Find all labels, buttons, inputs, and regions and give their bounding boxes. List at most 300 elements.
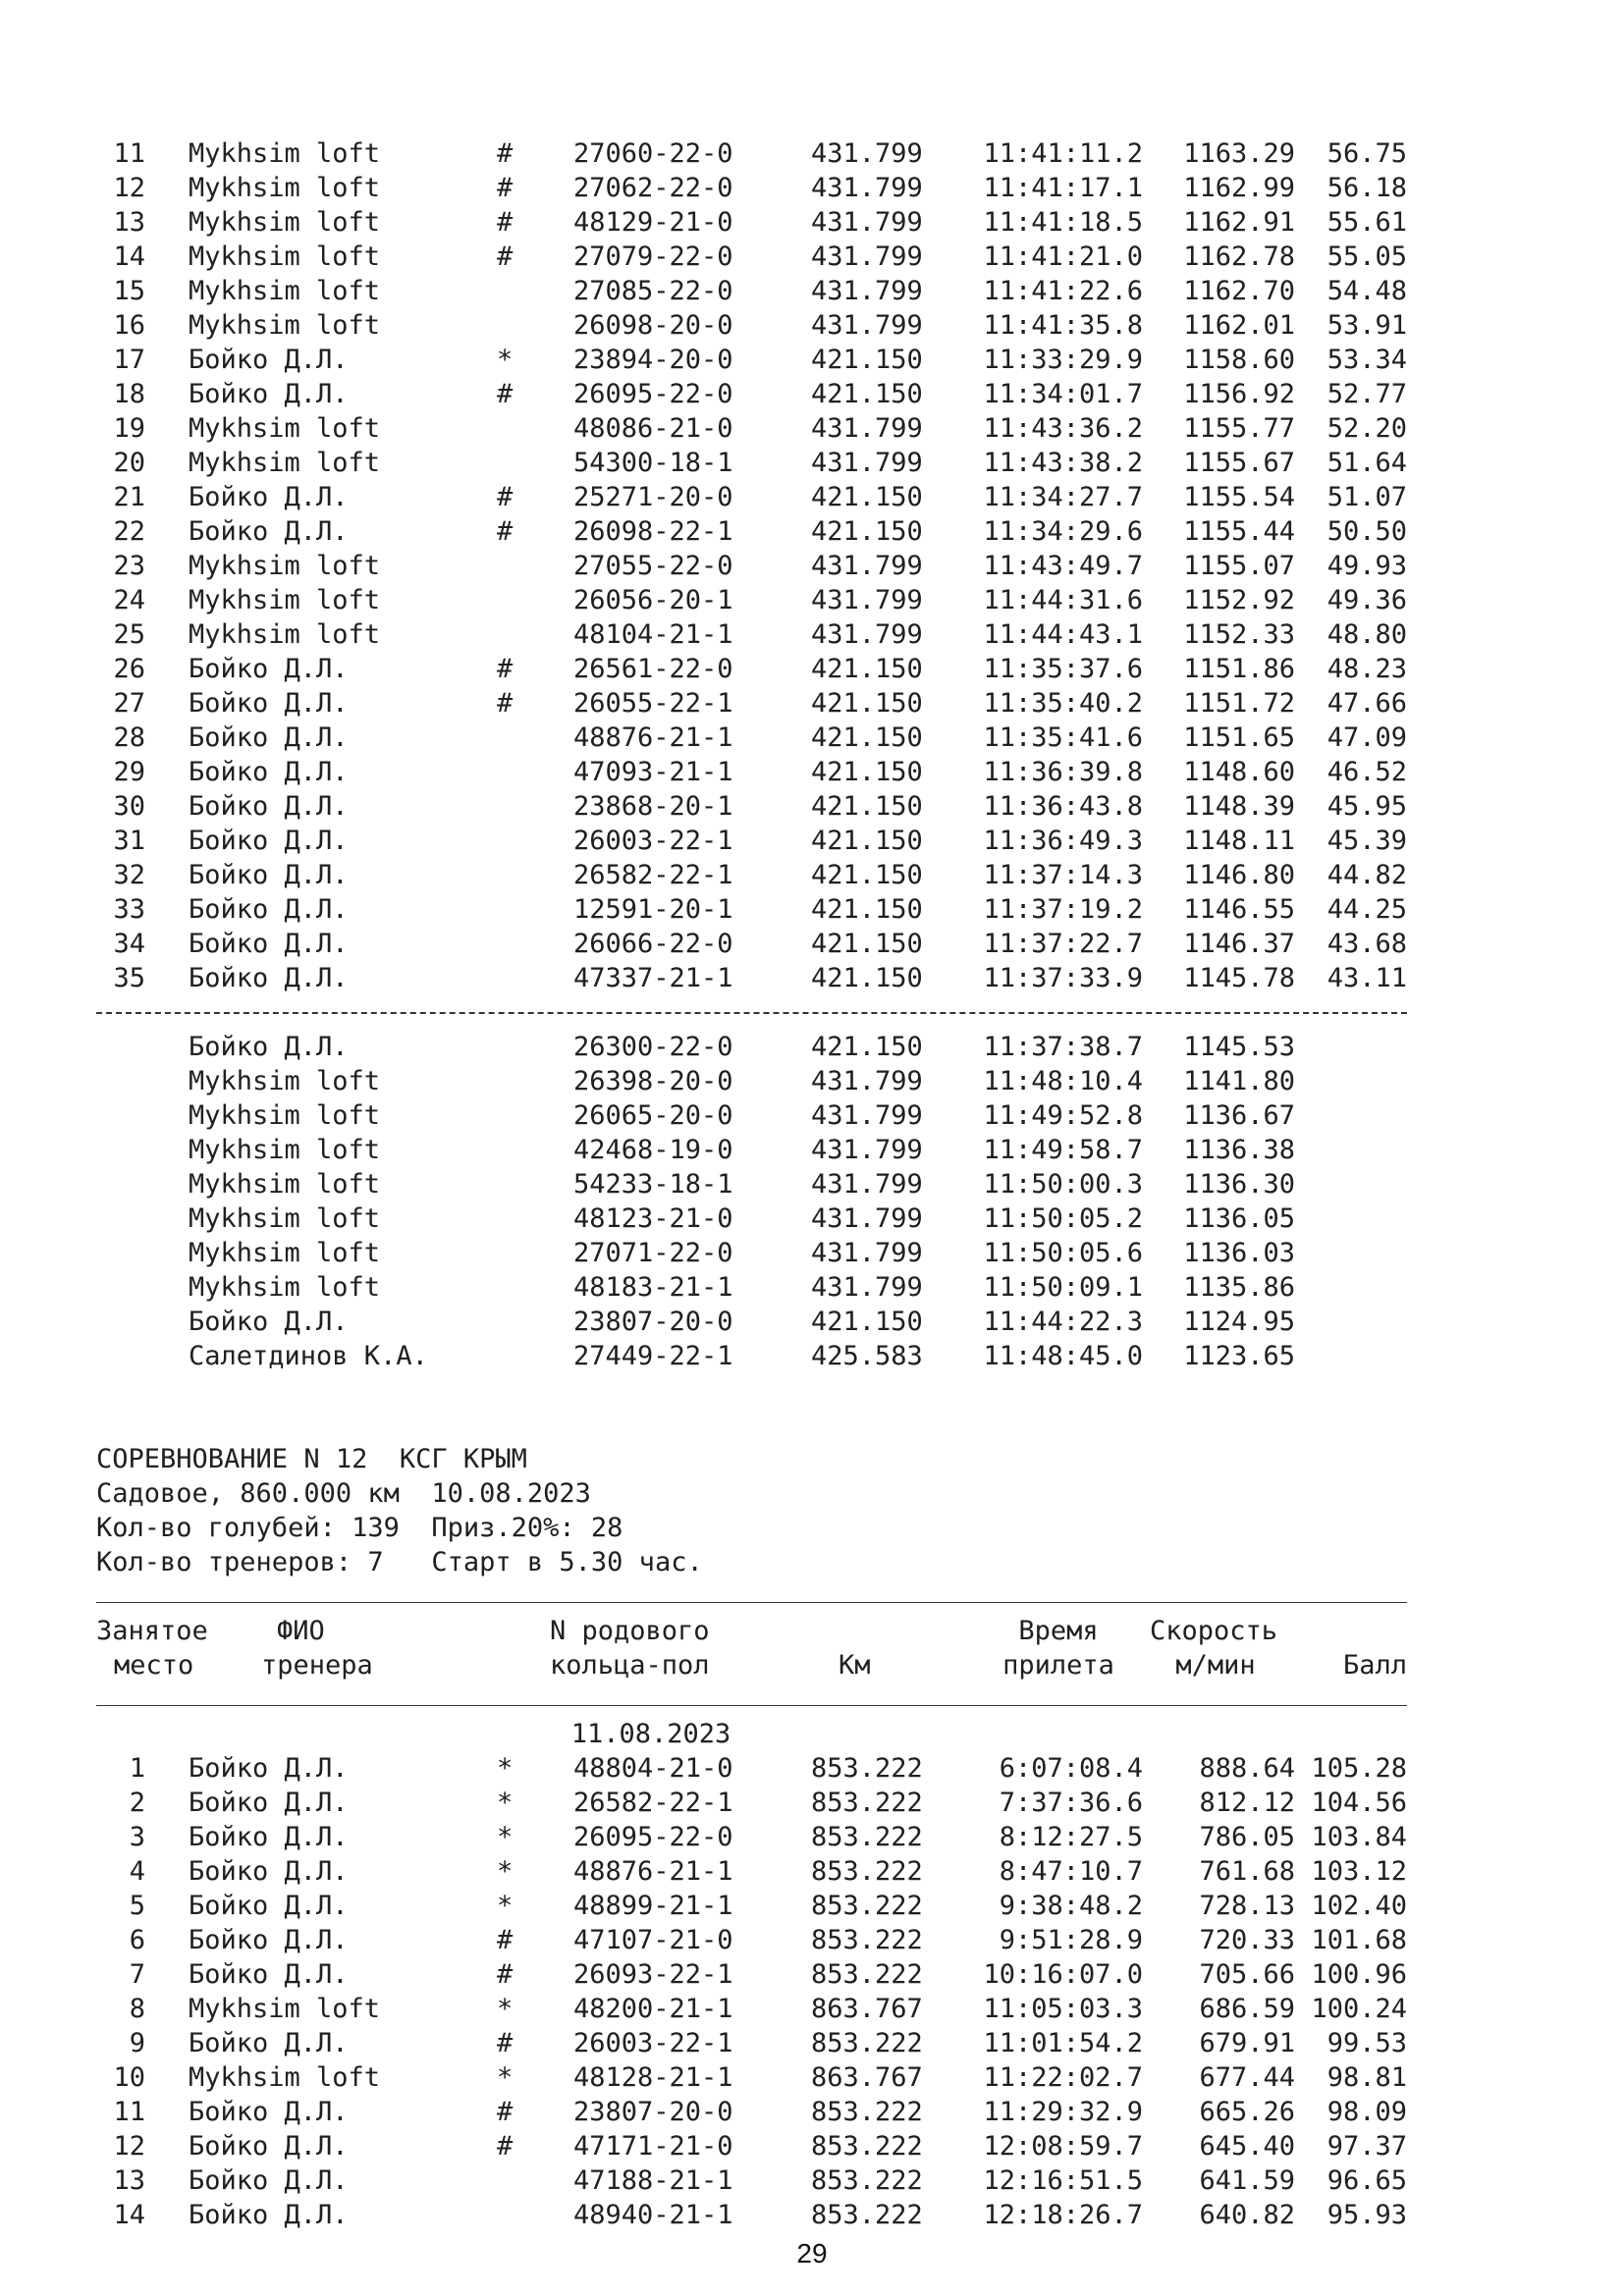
cell-name: Mykhsim loft	[189, 448, 381, 478]
header-place: Занятое	[96, 1616, 208, 1646]
cell-ring: 27079-22-0	[573, 241, 733, 272]
competition-pigeon-count: Кол-во голубей: 139 Приз.20%: 28	[96, 1513, 623, 1543]
table-row	[96, 1270, 1412, 1305]
cell-place: 13	[113, 2165, 145, 2196]
header-time-2: прилета	[1002, 1650, 1114, 1681]
cell-km: 431.799	[811, 1066, 923, 1096]
cell-speed: 720.33	[1199, 1925, 1295, 1955]
table-row	[96, 136, 1412, 171]
cell-ring: 54300-18-1	[573, 448, 733, 478]
cell-mark: #	[497, 2028, 514, 2058]
cell-ring: 26582-22-1	[573, 860, 733, 890]
table-row	[96, 480, 1412, 514]
cell-name: Бойко Д.Л.	[189, 929, 349, 959]
cell-speed: 1146.55	[1183, 894, 1295, 925]
cell-speed: 761.68	[1199, 1856, 1295, 1887]
cell-speed: 1162.91	[1183, 207, 1295, 238]
table-row	[96, 1786, 1412, 1820]
cell-time: 11:44:31.6	[983, 585, 1143, 615]
cell-name: Бойко Д.Л.	[189, 654, 349, 684]
cell-name: Бойко Д.Л.	[189, 2028, 349, 2058]
cell-ring: 48940-21-1	[573, 2200, 733, 2230]
cell-name: Бойко Д.Л.	[189, 2200, 349, 2230]
header-rule-bottom	[96, 1705, 1407, 1706]
cell-place: 1	[129, 1753, 145, 1784]
cell-ring: 27085-22-0	[573, 276, 733, 306]
cell-km: 431.799	[811, 585, 923, 615]
cell-ring: 48128-21-1	[573, 2062, 733, 2093]
cell-place: 8	[129, 1994, 145, 2024]
cell-score: 45.95	[1326, 791, 1407, 822]
cell-km: 863.767	[811, 2062, 923, 2093]
cell-ring: 25271-20-0	[573, 482, 733, 512]
cell-km: 425.583	[811, 1341, 923, 1371]
cell-speed: 1156.92	[1183, 379, 1295, 409]
table-row	[96, 1889, 1412, 1923]
table-row	[96, 2163, 1412, 2198]
cell-speed: 1151.72	[1183, 688, 1295, 719]
cell-speed: 677.44	[1199, 2062, 1295, 2093]
cell-mark: #	[497, 2097, 514, 2127]
cell-place: 29	[113, 757, 145, 787]
cell-speed: 1155.07	[1183, 551, 1295, 581]
cell-name: Mykhsim loft	[189, 1066, 381, 1096]
cell-name: Mykhsim loft	[189, 1100, 381, 1131]
cell-speed: 812.12	[1199, 1788, 1295, 1818]
cell-name: Бойко Д.Л.	[189, 1856, 349, 1887]
cell-ring: 23807-20-0	[573, 2097, 733, 2127]
table-row	[96, 446, 1412, 480]
table-row	[96, 1923, 1412, 1957]
cell-speed: 1155.44	[1183, 516, 1295, 547]
cell-time: 11:35:41.6	[983, 722, 1143, 753]
cell-time: 11:34:29.6	[983, 516, 1143, 547]
header-place-2: место	[114, 1650, 194, 1681]
cell-place: 10	[113, 2062, 145, 2093]
cell-km: 421.150	[811, 482, 923, 512]
cell-ring: 26098-22-1	[573, 516, 733, 547]
cell-name: Mykhsim loft	[189, 551, 381, 581]
cell-place: 27	[113, 688, 145, 719]
cell-name: Бойко Д.Л.	[189, 1891, 349, 1921]
cell-name: Бойко Д.Л.	[189, 1753, 349, 1784]
table-row	[96, 927, 1412, 961]
cell-speed: 1148.60	[1183, 757, 1295, 787]
cell-speed: 1146.37	[1183, 929, 1295, 959]
cell-ring: 27055-22-0	[573, 551, 733, 581]
table-row	[96, 686, 1412, 721]
cell-ring: 47107-21-0	[573, 1925, 733, 1955]
cell-mark: *	[497, 1822, 514, 1852]
cell-place: 5	[129, 1891, 145, 1921]
table-row	[96, 1820, 1412, 1854]
cell-score: 43.68	[1326, 929, 1407, 959]
cell-score: 97.37	[1326, 2131, 1407, 2162]
cell-score: 51.64	[1326, 448, 1407, 478]
column-headers-row-2	[96, 1648, 1412, 1682]
cell-place: 13	[113, 207, 145, 238]
cell-score: 101.68	[1311, 1925, 1407, 1955]
cell-time: 12:18:26.7	[983, 2200, 1143, 2230]
cell-time: 11:35:40.2	[983, 688, 1143, 719]
cell-mark: #	[497, 2131, 514, 2162]
cell-km: 421.150	[811, 379, 923, 409]
table-row	[96, 583, 1412, 617]
cell-mark: *	[497, 1788, 514, 1818]
cell-ring: 27071-22-0	[573, 1238, 733, 1268]
cell-km: 853.222	[811, 1959, 923, 1990]
cell-score: 46.52	[1326, 757, 1407, 787]
cell-time: 11:49:52.8	[983, 1100, 1143, 1131]
cell-ring: 26055-22-1	[573, 688, 733, 719]
table-row	[96, 2129, 1412, 2163]
cell-score: 98.09	[1326, 2097, 1407, 2127]
cell-time: 11:34:27.7	[983, 482, 1143, 512]
cell-place: 23	[113, 551, 145, 581]
cell-speed: 1123.65	[1183, 1341, 1295, 1371]
cell-place: 31	[113, 826, 145, 856]
cell-mark: #	[497, 1925, 514, 1955]
cell-km: 431.799	[811, 448, 923, 478]
cell-ring: 42468-19-0	[573, 1135, 733, 1165]
cell-ring: 26056-20-1	[573, 585, 733, 615]
competition-trainer-count: Кол-во тренеров: 7 Старт в 5.30 час.	[96, 1547, 703, 1577]
cell-place: 21	[113, 482, 145, 512]
cell-speed: 686.59	[1199, 1994, 1295, 2024]
cell-time: 11:33:29.9	[983, 345, 1143, 375]
cell-place: 4	[129, 1856, 145, 1887]
cell-place: 14	[113, 2200, 145, 2230]
table-row	[96, 1201, 1412, 1236]
cell-score: 54.48	[1326, 276, 1407, 306]
cell-km: 431.799	[811, 310, 923, 341]
cell-time: 9:51:28.9	[999, 1925, 1143, 1955]
table-row	[96, 721, 1412, 755]
cell-speed: 1136.05	[1183, 1203, 1295, 1234]
cell-place: 19	[113, 413, 145, 444]
column-headers-row-1	[96, 1614, 1412, 1648]
cell-mark: #	[497, 207, 514, 238]
cell-place: 35	[113, 963, 145, 993]
cell-km: 421.150	[811, 826, 923, 856]
cell-ring: 26582-22-1	[573, 1788, 733, 1818]
cell-mark: #	[497, 482, 514, 512]
cell-time: 11:44:22.3	[983, 1307, 1143, 1337]
cell-km: 853.222	[811, 2028, 923, 2058]
cell-place: 7	[129, 1959, 145, 1990]
page-number: 29	[796, 2238, 828, 2269]
cell-time: 11:41:11.2	[983, 138, 1143, 169]
cell-ring: 26095-22-0	[573, 1822, 733, 1852]
cell-time: 7:37:36.6	[999, 1788, 1143, 1818]
cell-score: 44.82	[1326, 860, 1407, 890]
cell-km: 431.799	[811, 138, 923, 169]
cell-ring: 47093-21-1	[573, 757, 733, 787]
cell-name: Салетдинов К.А.	[189, 1341, 428, 1371]
cell-score: 56.18	[1326, 173, 1407, 203]
cell-time: 11:50:00.3	[983, 1169, 1143, 1200]
cell-time: 11:05:03.3	[983, 1994, 1143, 2024]
competition-title: СОРЕВНОВАНИЕ N 12 КСГ КРЫМ	[96, 1444, 527, 1474]
table-row	[96, 1992, 1412, 2026]
cell-name: Бойко Д.Л.	[189, 345, 349, 375]
cell-place: 14	[113, 241, 145, 272]
cell-ring: 26003-22-1	[573, 2028, 733, 2058]
cell-mark: *	[497, 345, 514, 375]
cell-km: 853.222	[811, 1856, 923, 1887]
cell-speed: 1155.67	[1183, 448, 1295, 478]
header-ring: N родового	[550, 1616, 710, 1646]
cell-time: 11:43:49.7	[983, 551, 1143, 581]
cell-score: 51.07	[1326, 482, 1407, 512]
table-row	[96, 755, 1412, 789]
cell-speed: 1162.70	[1183, 276, 1295, 306]
cell-place: 15	[113, 276, 145, 306]
cell-place: 32	[113, 860, 145, 890]
cell-place: 17	[113, 345, 145, 375]
cell-name: Бойко Д.Л.	[189, 757, 349, 787]
cell-time: 11:43:38.2	[983, 448, 1143, 478]
cell-name: Бойко Д.Л.	[189, 1822, 349, 1852]
cell-ring: 26561-22-0	[573, 654, 733, 684]
cell-score: 50.50	[1326, 516, 1407, 547]
cell-name: Mykhsim loft	[189, 1135, 381, 1165]
cell-km: 431.799	[811, 207, 923, 238]
cell-speed: 1136.38	[1183, 1135, 1295, 1165]
cell-speed: 1148.11	[1183, 826, 1295, 856]
cell-name: Бойко Д.Л.	[189, 516, 349, 547]
cell-score: 52.77	[1326, 379, 1407, 409]
cell-place: 11	[113, 2097, 145, 2127]
cell-speed: 728.13	[1199, 1891, 1295, 1921]
cell-place: 22	[113, 516, 145, 547]
cell-name: Бойко Д.Л.	[189, 894, 349, 925]
cell-km: 431.799	[811, 1135, 923, 1165]
cell-time: 11:34:01.7	[983, 379, 1143, 409]
cell-name: Бойко Д.Л.	[189, 722, 349, 753]
cell-name: Mykhsim loft	[189, 276, 381, 306]
cell-place: 34	[113, 929, 145, 959]
cell-name: Бойко Д.Л.	[189, 963, 349, 993]
cell-time: 11:01:54.2	[983, 2028, 1143, 2058]
cell-km: 421.150	[811, 791, 923, 822]
header-speed-2: м/мин	[1175, 1650, 1256, 1681]
cell-ring: 48876-21-1	[573, 722, 733, 753]
cell-name: Mykhsim loft	[189, 207, 381, 238]
cell-score: 55.05	[1326, 241, 1407, 272]
cell-km: 431.799	[811, 241, 923, 272]
cell-ring: 48123-21-0	[573, 1203, 733, 1234]
cell-name: Бойко Д.Л.	[189, 826, 349, 856]
cell-score: 102.40	[1311, 1891, 1407, 1921]
cell-time: 11:36:39.8	[983, 757, 1143, 787]
cell-time: 11:41:21.0	[983, 241, 1143, 272]
header-km: Км	[839, 1650, 871, 1681]
cell-name: Бойко Д.Л.	[189, 1959, 349, 1990]
cell-score: 48.80	[1326, 619, 1407, 650]
cell-time: 11:41:22.6	[983, 276, 1143, 306]
table-row	[96, 652, 1412, 686]
cell-mark: *	[497, 1753, 514, 1784]
cell-score: 48.23	[1326, 654, 1407, 684]
table-row	[96, 377, 1412, 411]
cell-time: 11:41:18.5	[983, 207, 1143, 238]
table-row	[96, 2095, 1412, 2129]
cell-km: 421.150	[811, 929, 923, 959]
table-row	[96, 892, 1412, 927]
cell-time: 11:36:43.8	[983, 791, 1143, 822]
cell-mark: #	[497, 379, 514, 409]
cell-km: 421.150	[811, 757, 923, 787]
table-row	[96, 343, 1412, 377]
cell-time: 9:38:48.2	[999, 1891, 1143, 1921]
cell-place: 16	[113, 310, 145, 341]
cell-time: 11:37:19.2	[983, 894, 1143, 925]
cell-mark: #	[497, 138, 514, 169]
cell-name: Бойко Д.Л.	[189, 688, 349, 719]
cell-score: 95.93	[1326, 2200, 1407, 2230]
table-row	[96, 549, 1412, 583]
cell-ring: 48183-21-1	[573, 1272, 733, 1303]
cell-km: 431.799	[811, 1272, 923, 1303]
cell-ring: 26398-20-0	[573, 1066, 733, 1096]
table-row	[96, 411, 1412, 446]
cell-time: 11:22:02.7	[983, 2062, 1143, 2093]
cell-score: 99.53	[1326, 2028, 1407, 2058]
cell-time: 12:16:51.5	[983, 2165, 1143, 2196]
cell-place: 25	[113, 619, 145, 650]
cell-time: 11:48:45.0	[983, 1341, 1143, 1371]
cell-place: 26	[113, 654, 145, 684]
table-row	[96, 308, 1412, 343]
table-row	[96, 1064, 1412, 1098]
header-rule-top	[96, 1602, 1407, 1603]
cell-place: 12	[113, 173, 145, 203]
cell-time: 11:36:49.3	[983, 826, 1143, 856]
cell-place: 9	[129, 2028, 145, 2058]
competition-location-date: Садовое, 860.000 км 10.08.2023	[96, 1478, 591, 1509]
cell-place: 3	[129, 1822, 145, 1852]
cell-ring: 23894-20-0	[573, 345, 733, 375]
cell-name: Бойко Д.Л.	[189, 482, 349, 512]
cell-ring: 26098-20-0	[573, 310, 733, 341]
cell-time: 11:50:05.2	[983, 1203, 1143, 1234]
cell-name: Mykhsim loft	[189, 1169, 381, 1200]
cell-ring: 26003-22-1	[573, 826, 733, 856]
header-ring-2: кольца-пол	[550, 1650, 710, 1681]
table-row	[96, 1751, 1412, 1786]
cell-km: 853.222	[811, 2200, 923, 2230]
cell-time: 11:44:43.1	[983, 619, 1143, 650]
cell-place: 30	[113, 791, 145, 822]
table-row	[96, 1339, 1412, 1373]
cell-name: Бойко Д.Л.	[189, 860, 349, 890]
cell-time: 11:37:22.7	[983, 929, 1143, 959]
cell-name: Mykhsim loft	[189, 413, 381, 444]
table-row	[96, 1167, 1412, 1201]
cell-name: Бойко Д.Л.	[189, 2165, 349, 2196]
cell-score: 43.11	[1326, 963, 1407, 993]
cell-ring: 26093-22-1	[573, 1959, 733, 1990]
cell-place: 18	[113, 379, 145, 409]
table-row	[96, 858, 1412, 892]
cell-mark: #	[497, 241, 514, 272]
table-row	[96, 240, 1412, 274]
header-time: Время	[1018, 1616, 1099, 1646]
cell-mark: *	[497, 1994, 514, 2024]
header-speed: Скорость	[1150, 1616, 1278, 1646]
cell-score: 44.25	[1326, 894, 1407, 925]
cell-time: 11:50:05.6	[983, 1238, 1143, 1268]
cell-km: 431.799	[811, 173, 923, 203]
cell-name: Mykhsim loft	[189, 1238, 381, 1268]
cell-ring: 26095-22-0	[573, 379, 733, 409]
cell-km: 863.767	[811, 1994, 923, 2024]
cell-score: 56.75	[1326, 138, 1407, 169]
cell-score: 105.28	[1311, 1753, 1407, 1784]
cell-time: 11:41:35.8	[983, 310, 1143, 341]
cell-speed: 1145.53	[1183, 1032, 1295, 1062]
cell-ring: 48804-21-0	[573, 1753, 733, 1784]
cell-name: Бойко Д.Л.	[189, 1788, 349, 1818]
cell-ring: 48876-21-1	[573, 1856, 733, 1887]
cell-ring: 48200-21-1	[573, 1994, 733, 2024]
cell-mark: #	[497, 654, 514, 684]
cell-speed: 1136.30	[1183, 1169, 1295, 1200]
table-row	[96, 1236, 1412, 1270]
cell-speed: 1155.77	[1183, 413, 1295, 444]
header-name: ФИО	[277, 1616, 325, 1646]
cell-name: Mykhsim loft	[189, 1994, 381, 2024]
cell-mark: #	[497, 1959, 514, 1990]
cell-name: Mykhsim loft	[189, 1203, 381, 1234]
cell-km: 853.222	[811, 1925, 923, 1955]
cell-speed: 1163.29	[1183, 138, 1295, 169]
table-row	[96, 2198, 1412, 2232]
cell-ring: 26066-22-0	[573, 929, 733, 959]
cell-km: 421.150	[811, 688, 923, 719]
cell-speed: 1136.03	[1183, 1238, 1295, 1268]
cell-time: 11:49:58.7	[983, 1135, 1143, 1165]
cell-speed: 1152.33	[1183, 619, 1295, 650]
cell-score: 52.20	[1326, 413, 1407, 444]
cell-score: 53.91	[1326, 310, 1407, 341]
cell-time: 11:37:38.7	[983, 1032, 1143, 1062]
cell-time: 12:08:59.7	[983, 2131, 1143, 2162]
cell-ring: 27060-22-0	[573, 138, 733, 169]
table-row	[96, 2060, 1412, 2095]
cell-speed: 1124.95	[1183, 1307, 1295, 1337]
table-row	[96, 1030, 1412, 1064]
cell-km: 421.150	[811, 1032, 923, 1062]
cell-ring: 48129-21-0	[573, 207, 733, 238]
table-row	[96, 824, 1412, 858]
table-row	[96, 205, 1412, 240]
cell-km: 421.150	[811, 345, 923, 375]
cell-name: Бойко Д.Л.	[189, 2097, 349, 2127]
header-name-2: тренера	[261, 1650, 373, 1681]
cell-name: Mykhsim loft	[189, 138, 381, 169]
cell-speed: 1151.65	[1183, 722, 1295, 753]
cell-speed: 786.05	[1199, 1822, 1295, 1852]
cell-score: 47.66	[1326, 688, 1407, 719]
cell-score: 104.56	[1311, 1788, 1407, 1818]
cell-score: 55.61	[1326, 207, 1407, 238]
cell-place: 11	[113, 138, 145, 169]
cell-speed: 1148.39	[1183, 791, 1295, 822]
cell-km: 431.799	[811, 1203, 923, 1234]
cell-score: 96.65	[1326, 2165, 1407, 2196]
